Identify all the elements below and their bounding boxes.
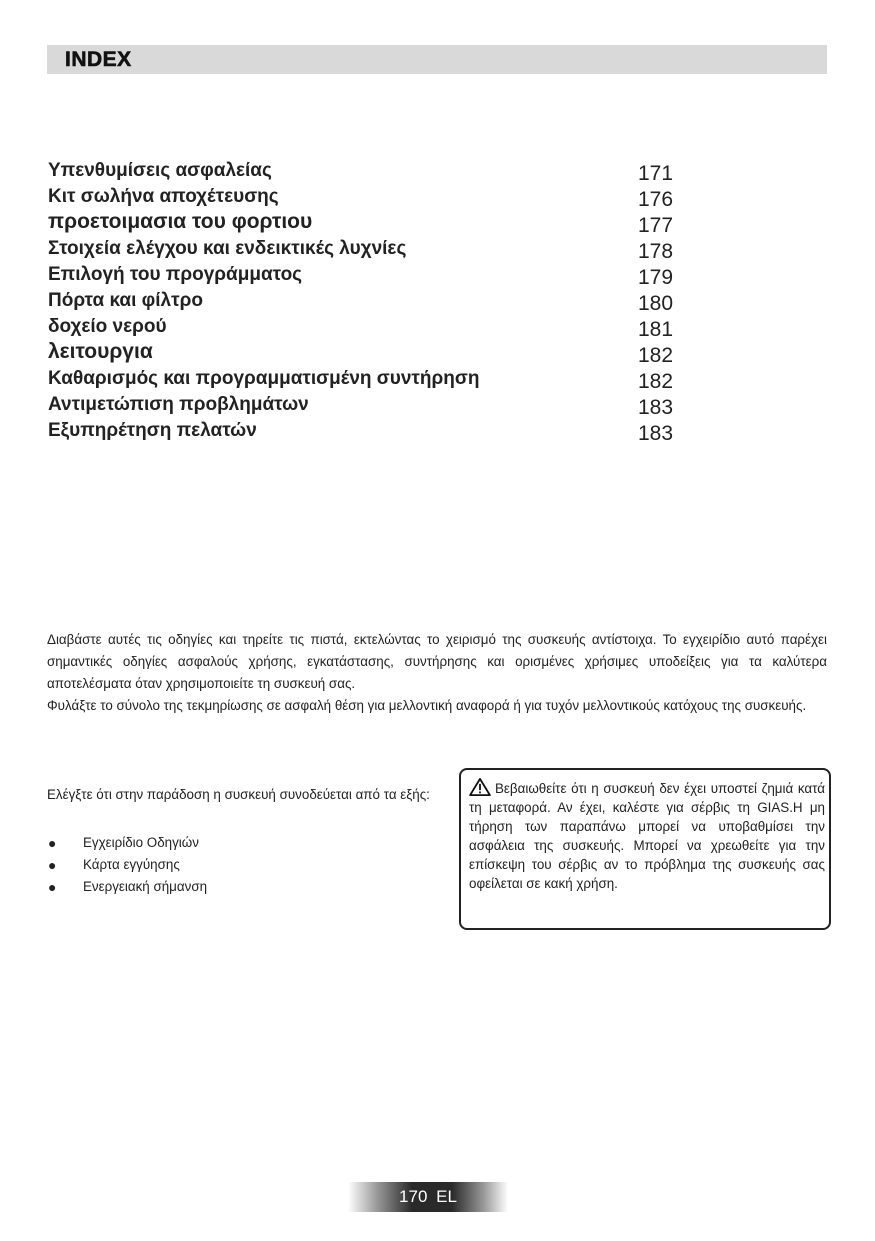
- list-item-label: Ενεργειακή σήμανση: [83, 879, 208, 894]
- toc-row[interactable]: [48, 420, 688, 446]
- warning-icon: [469, 778, 491, 796]
- page-title: INDEX: [65, 48, 132, 71]
- bullet-icon: ●: [48, 835, 57, 851]
- toc-page: 171: [638, 162, 674, 185]
- toc-title: Στοιχεία ελέγχου και ενδεικτικές λυχνίες: [48, 238, 407, 259]
- list-item-label: Εγχειρίδιο Οδηγιών: [83, 835, 199, 850]
- toc-row[interactable]: [48, 238, 688, 264]
- intro-paragraph: Διαβάστε αυτές τις οδηγίες και τηρείτε τις πιστά, εκτελώντας το χειρισμό της συσκευής αντίστοιχα. Το εγχειρίδιο αυτό παρέχει σημαντικές οδηγίες ασφαλούς χρήσης, εγκατάστασης, συντήρησης και ορισμένες χρήσιμες υποδείξεις για τα καλύτερα αποτελέσματα όταν χρησιμοποιείτε τη συσκευή σας.: [47, 632, 827, 691]
- toc-row[interactable]: [48, 316, 688, 342]
- page-number: [348, 1187, 508, 1207]
- toc-page: 176: [638, 188, 674, 211]
- toc-page: 178: [638, 240, 674, 263]
- page-footer: [348, 1182, 508, 1212]
- list-item-label: Κάρτα εγγύησης: [83, 857, 180, 872]
- delivery-contents: [47, 785, 437, 899]
- page-number-value: 170: [399, 1187, 428, 1206]
- toc-page: 183: [638, 396, 674, 419]
- delivery-text: Ελέγξτε ότι στην παράδοση η συσκευή συνοδεύεται από τα εξής:: [47, 787, 430, 802]
- table-of-contents: [48, 160, 688, 446]
- bullet-icon: ●: [48, 879, 57, 895]
- warning-box: [459, 768, 831, 930]
- toc-row[interactable]: [48, 264, 688, 290]
- toc-row[interactable]: [48, 368, 688, 394]
- toc-page: 182: [638, 370, 674, 393]
- intro-paragraph: Φυλάξτε το σύνολο της τεκμηρίωσης σε ασφαλή θέση για μελλοντική αναφορά ή για τυχόν μελλοντικούς κατόχους της συσκευής.: [47, 698, 807, 713]
- toc-title: Επιλογή του προγράμματος: [48, 264, 303, 285]
- toc-row[interactable]: [48, 394, 688, 420]
- toc-page: 181: [638, 318, 674, 341]
- toc-page: 177: [638, 214, 674, 237]
- toc-row[interactable]: [48, 186, 688, 212]
- toc-title: προετοιμασια του φορτιου: [48, 210, 313, 233]
- toc-title: Καθαρισμός και προγραμματισμένη συντήρηση: [48, 368, 480, 389]
- toc-title: Εξυπηρέτηση πελατών: [48, 420, 257, 441]
- bullet-icon: ●: [48, 857, 57, 873]
- language-code: EL: [436, 1187, 457, 1206]
- warning-paragraph: [469, 778, 825, 893]
- toc-title: Πόρτα και φίλτρο: [48, 290, 203, 311]
- toc-title: Κιτ σωλήνα αποχέτευσης: [48, 186, 279, 207]
- toc-page: 180: [638, 292, 674, 315]
- toc-page: 182: [638, 344, 674, 367]
- toc-row[interactable]: [48, 212, 688, 238]
- delivery-list: [47, 833, 437, 899]
- toc-title: Υπενθυμίσεις ασφαλείας: [48, 160, 272, 181]
- intro-text: [47, 629, 827, 717]
- header-bar: [47, 45, 827, 74]
- toc-title: Αντιμετώπιση προβλημάτων: [48, 394, 309, 415]
- toc-page: 179: [638, 266, 674, 289]
- toc-title: λειτουργια: [48, 340, 153, 363]
- toc-row[interactable]: [48, 160, 688, 186]
- warning-text: Βεβαιωθείτε ότι η συσκευή δεν έχει υποστεί ζημιά κατά τη μεταφορά. Αν έχει, καλέστε για σέρβις τη GIAS.H μη τήρηση των παραπάνω μπορεί να υποβαθμίσει την ασφάλεια της συσκευής. Μπορεί να χρεωθείτε για την επίσκεψη του σέρβις αν το πρόβλημα της συσκευής σας οφείλεται σε κακή χρήση.: [469, 781, 825, 891]
- list-item: [47, 877, 437, 899]
- list-item: [47, 833, 437, 855]
- toc-page: 183: [638, 422, 674, 445]
- toc-row[interactable]: [48, 290, 688, 316]
- toc-title: δοχείο νερού: [48, 316, 167, 337]
- list-item: [47, 855, 437, 877]
- toc-row[interactable]: [48, 342, 688, 368]
